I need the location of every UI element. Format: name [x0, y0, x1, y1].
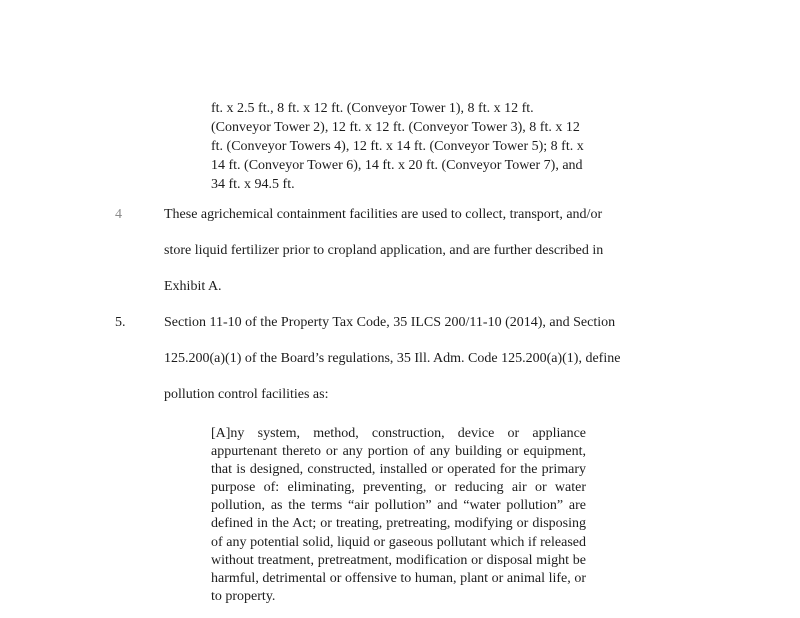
paragraph-line: Exhibit A. — [164, 279, 222, 294]
paragraph-line: These agrichemical containment facilities are used to collect, transport, and/or — [164, 207, 603, 222]
paragraph-line: pollution control facilities as: — [164, 387, 329, 402]
text-line: 34 ft. x 94.5 ft. — [211, 177, 295, 192]
continued-dimensions-text — [211, 99, 631, 194]
block-quote-definition: [A]ny system, method, construction, device or appliance appurtenant thereto or any portion of any building or equipment, that is designed, constructed, installed or operated for the primary purpose of: eliminating, preventing, or reducing air or water pollution, as the terms “air pollution” and “water pollution” are defined in the Act; or treating, pretreating, modifying or disposing of any potential solid, liquid or gaseous pollutant which if released without treatment, pretreatment, modification or disposal might be harmful, detrimental or offensive to human, plant or animal life, or to property. — [211, 426, 586, 604]
paragraph-line: Section 11-10 of the Property Tax Code, 35 ILCS 200/11-10 (2014), and Section — [164, 315, 616, 330]
paragraph-number: 4 — [115, 207, 122, 222]
text-line: ft. (Conveyor Towers 4), 12 ft. x 14 ft. (Conveyor Tower 5); 8 ft. x — [211, 139, 584, 154]
text-line: (Conveyor Tower 2), 12 ft. x 12 ft. (Conveyor Tower 3), 8 ft. x 12 — [211, 120, 580, 135]
text-line: ft. x 2.5 ft., 8 ft. x 12 ft. (Conveyor Tower 1), 8 ft. x 12 ft. — [211, 101, 534, 116]
paragraph-line: store liquid fertilizer prior to cropland application, and are further described in — [164, 243, 604, 258]
text-line: 14 ft. (Conveyor Tower 6), 14 ft. x 20 ft. (Conveyor Tower 7), and — [211, 158, 583, 173]
paragraph-number: 5. — [115, 315, 126, 330]
paragraph-line: 125.200(a)(1) of the Board’s regulations, 35 Ill. Adm. Code 125.200(a)(1), define — [164, 351, 621, 366]
